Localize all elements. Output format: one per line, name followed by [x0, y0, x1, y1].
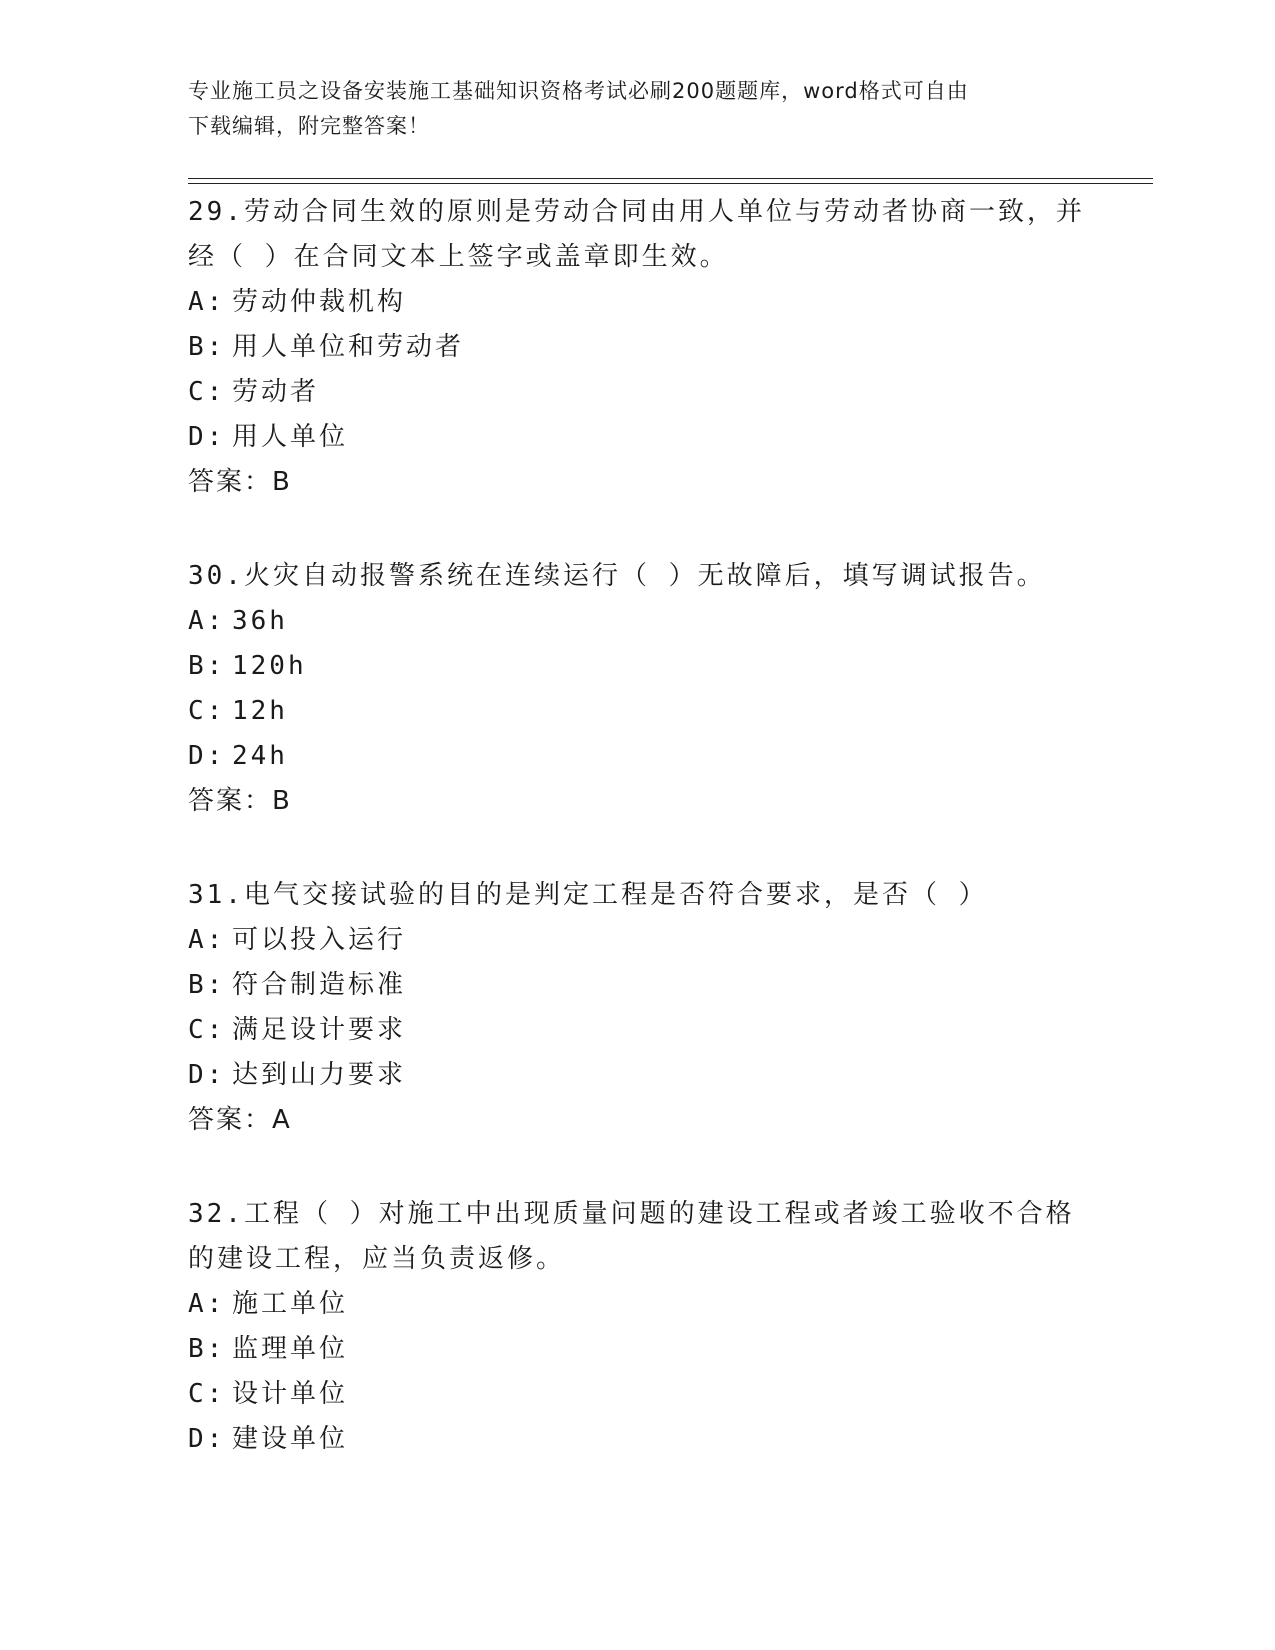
option-text: 120h — [232, 651, 307, 681]
option-letter: C: — [188, 377, 226, 407]
option-text: 建设单位 — [232, 1424, 349, 1454]
question-stem-line: 29.劳动合同生效的原则是劳动合同由用人单位与劳动者协商一致，并 — [188, 197, 1085, 227]
question-stem-line: 31.电气交接试验的目的是判定工程是否符合要求，是否（ ） — [188, 880, 988, 910]
header-divider-top — [188, 178, 1153, 179]
option-c — [188, 1372, 1118, 1417]
document-header — [188, 74, 1068, 144]
option-a — [188, 918, 1118, 963]
answer-line: 答案：A — [188, 1105, 292, 1135]
question-list — [188, 190, 1118, 1511]
question-31 — [188, 873, 1118, 1143]
option-letter: B: — [188, 1334, 226, 1364]
option-a — [188, 599, 1118, 644]
option-letter: A: — [188, 925, 226, 955]
option-letter: A: — [188, 1289, 226, 1319]
option-letter: A: — [188, 606, 226, 636]
option-text: 劳动者 — [232, 377, 320, 407]
option-text: 设计单位 — [232, 1379, 349, 1409]
option-text: 监理单位 — [232, 1334, 349, 1364]
option-letter: D: — [188, 1060, 226, 1090]
option-text: 达到山力要求 — [232, 1060, 407, 1090]
question-stem-line: 的建设工程，应当负责返修。 — [188, 1244, 566, 1274]
answer-line: 答案：B — [188, 786, 292, 816]
option-text: 满足设计要求 — [232, 1015, 407, 1045]
option-text: 用人单位和劳动者 — [232, 332, 465, 362]
header-line-1: 专业施工员之设备安装施工基础知识资格考试必刷200题题库，word格式可自由 — [188, 79, 969, 103]
option-letter: C: — [188, 1379, 226, 1409]
option-text: 符合制造标准 — [232, 970, 407, 1000]
header-divider-bottom — [188, 183, 1153, 184]
option-letter: D: — [188, 422, 226, 452]
question-29 — [188, 190, 1118, 505]
header-line-2: 下载编辑，附完整答案！ — [188, 114, 430, 138]
question-30 — [188, 554, 1118, 824]
option-letter: B: — [188, 332, 226, 362]
option-d — [188, 734, 1118, 779]
option-letter: B: — [188, 970, 226, 1000]
option-letter: D: — [188, 1424, 226, 1454]
question-32 — [188, 1192, 1118, 1462]
option-c — [188, 689, 1118, 734]
option-b — [188, 1327, 1118, 1372]
option-b — [188, 644, 1118, 689]
option-d — [188, 1053, 1118, 1098]
option-letter: B: — [188, 651, 226, 681]
option-a — [188, 280, 1118, 325]
option-text: 36h — [232, 606, 288, 636]
option-text: 施工单位 — [232, 1289, 349, 1319]
question-stem-line: 32.工程（ ）对施工中出现质量问题的建设工程或者竣工验收不合格 — [188, 1199, 1075, 1229]
option-text: 24h — [232, 741, 288, 771]
option-c — [188, 370, 1118, 415]
option-letter: A: — [188, 287, 226, 317]
option-c — [188, 1008, 1118, 1053]
option-text: 12h — [232, 696, 288, 726]
option-a — [188, 1282, 1118, 1327]
option-text: 劳动仲裁机构 — [232, 287, 407, 317]
option-letter: C: — [188, 1015, 226, 1045]
option-b — [188, 963, 1118, 1008]
option-d — [188, 1417, 1118, 1462]
question-stem-line: 经（ ）在合同文本上签字或盖章即生效。 — [188, 242, 729, 272]
option-letter: D: — [188, 741, 226, 771]
option-letter: C: — [188, 696, 226, 726]
option-text: 用人单位 — [232, 422, 349, 452]
option-d — [188, 415, 1118, 460]
option-text: 可以投入运行 — [232, 925, 407, 955]
question-stem-line: 30.火灾自动报警系统在连续运行（ ）无故障后，填写调试报告。 — [188, 561, 1046, 591]
option-b — [188, 325, 1118, 370]
answer-line: 答案：B — [188, 467, 292, 497]
